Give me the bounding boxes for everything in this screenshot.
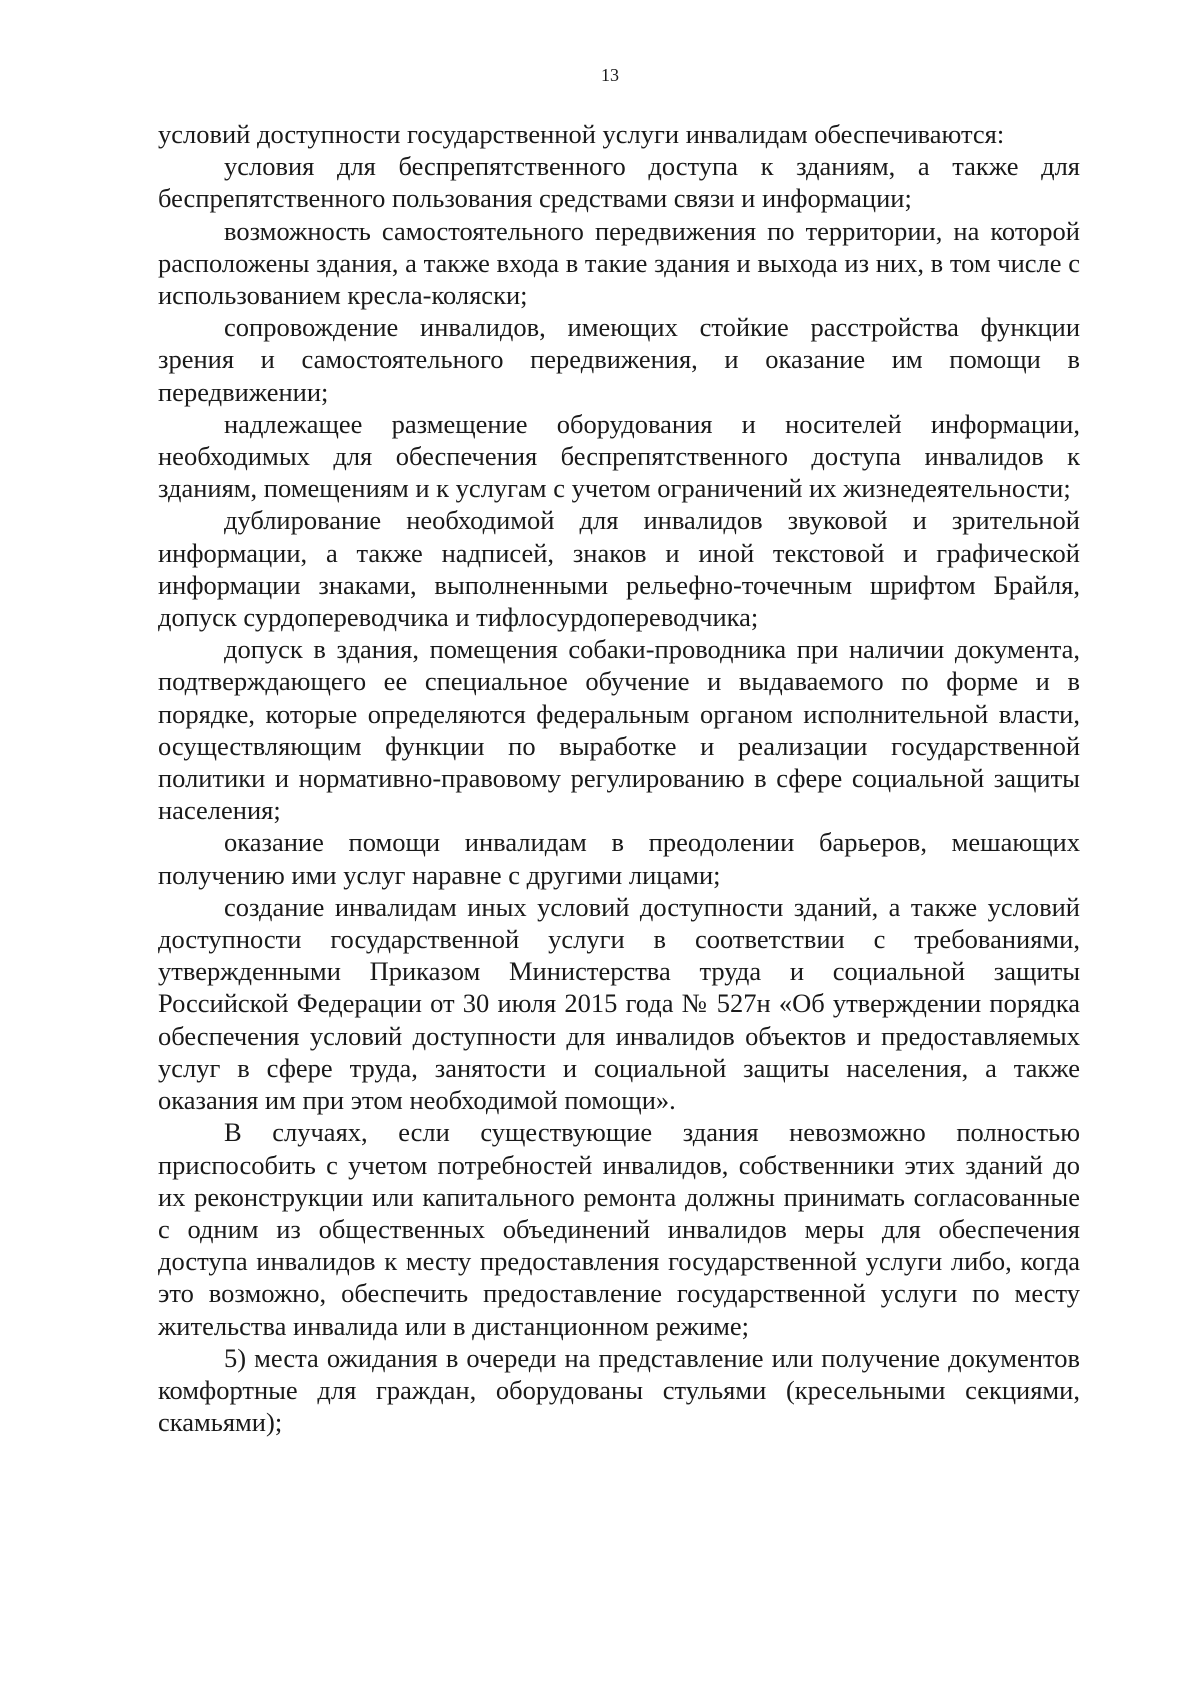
paragraph-10: В случаях, если существующие здания невозможно полностью приспособить с учетом потребностей инвалидов, собственники этих зданий до их реконструкции или капитального ремонта должны принимать согласованные с одним из общественных объединений инвалидов меры для обеспечения доступа инвалидов к месту предоставления государственной услуги либо, когда это возможно, обеспечить предоставление государственной услуги по месту жительства инвалида или в дистанционном режиме; bbox=[158, 1117, 1080, 1341]
paragraph-2: условия для беспрепятственного доступа к зданиям, а также для беспрепятственного пользования средствами связи и информации; bbox=[158, 151, 1080, 214]
paragraph-7: допуск в здания, помещения собаки-проводника при наличии документа, подтверждающего ее специальное обучение и выдаваемого по форме и в порядке, которые определяются федеральным органом исполнительной власти, осуществляющим функции по выработке и реализации государственной политики и нормативно-правовому регулированию в сфере социальной защиты населения; bbox=[158, 634, 1080, 826]
paragraph-4: сопровождение инвалидов, имеющих стойкие расстройства функции зрения и самостоятельного передвижения, и оказание им помощи в передвижении; bbox=[158, 312, 1080, 407]
document-body bbox=[158, 118, 1080, 1438]
page-number: 13 bbox=[601, 65, 619, 85]
paragraph-9: создание инвалидам иных условий доступности зданий, а также условий доступности государственной услуги в соответствии с требованиями, утвержденными Приказом Министерства труда и социальной защиты Российской Федерации от 30 июля 2015 года № 527н «Об утверждении порядка обеспечения условий доступности для инвалидов объектов и предоставляемых услуг в сфере труда, занятости и социальной защиты населения, а также оказания им при этом необходимой помощи». bbox=[158, 891, 1080, 1116]
paragraph-6: дублирование необходимой для инвалидов звуковой и зрительной информации, а также надписей, знаков и иной текстовой и графической информации знаками, выполненными рельефно-точечным шрифтом Брайля, допуск сурдопереводчика и тифлосурдопереводчика; bbox=[158, 505, 1080, 633]
paragraph-5: надлежащее размещение оборудования и носителей информации, необходимых для обеспечения беспрепятственного доступа инвалидов к зданиям, помещениям и к услугам с учетом ограничений их жизнедеятельности; bbox=[158, 408, 1080, 504]
paragraph-1: условий доступности государственной услуги инвалидам обеспечиваются: bbox=[158, 119, 1005, 149]
paragraph-11: 5) места ожидания в очереди на представление или получение документов комфортные для граждан, оборудованы стульями (кресельными секциями, скамьями); bbox=[158, 1342, 1080, 1438]
paragraph-3: возможность самостоятельного передвижения по территории, на которой расположены здания, а также входа в такие здания и выхода из них, в том числе с использованием кресла-коляски; bbox=[158, 215, 1080, 311]
paragraph-8: оказание помощи инвалидам в преодолении барьеров, мешающих получению ими услуг наравне с другими лицами; bbox=[158, 827, 1080, 890]
